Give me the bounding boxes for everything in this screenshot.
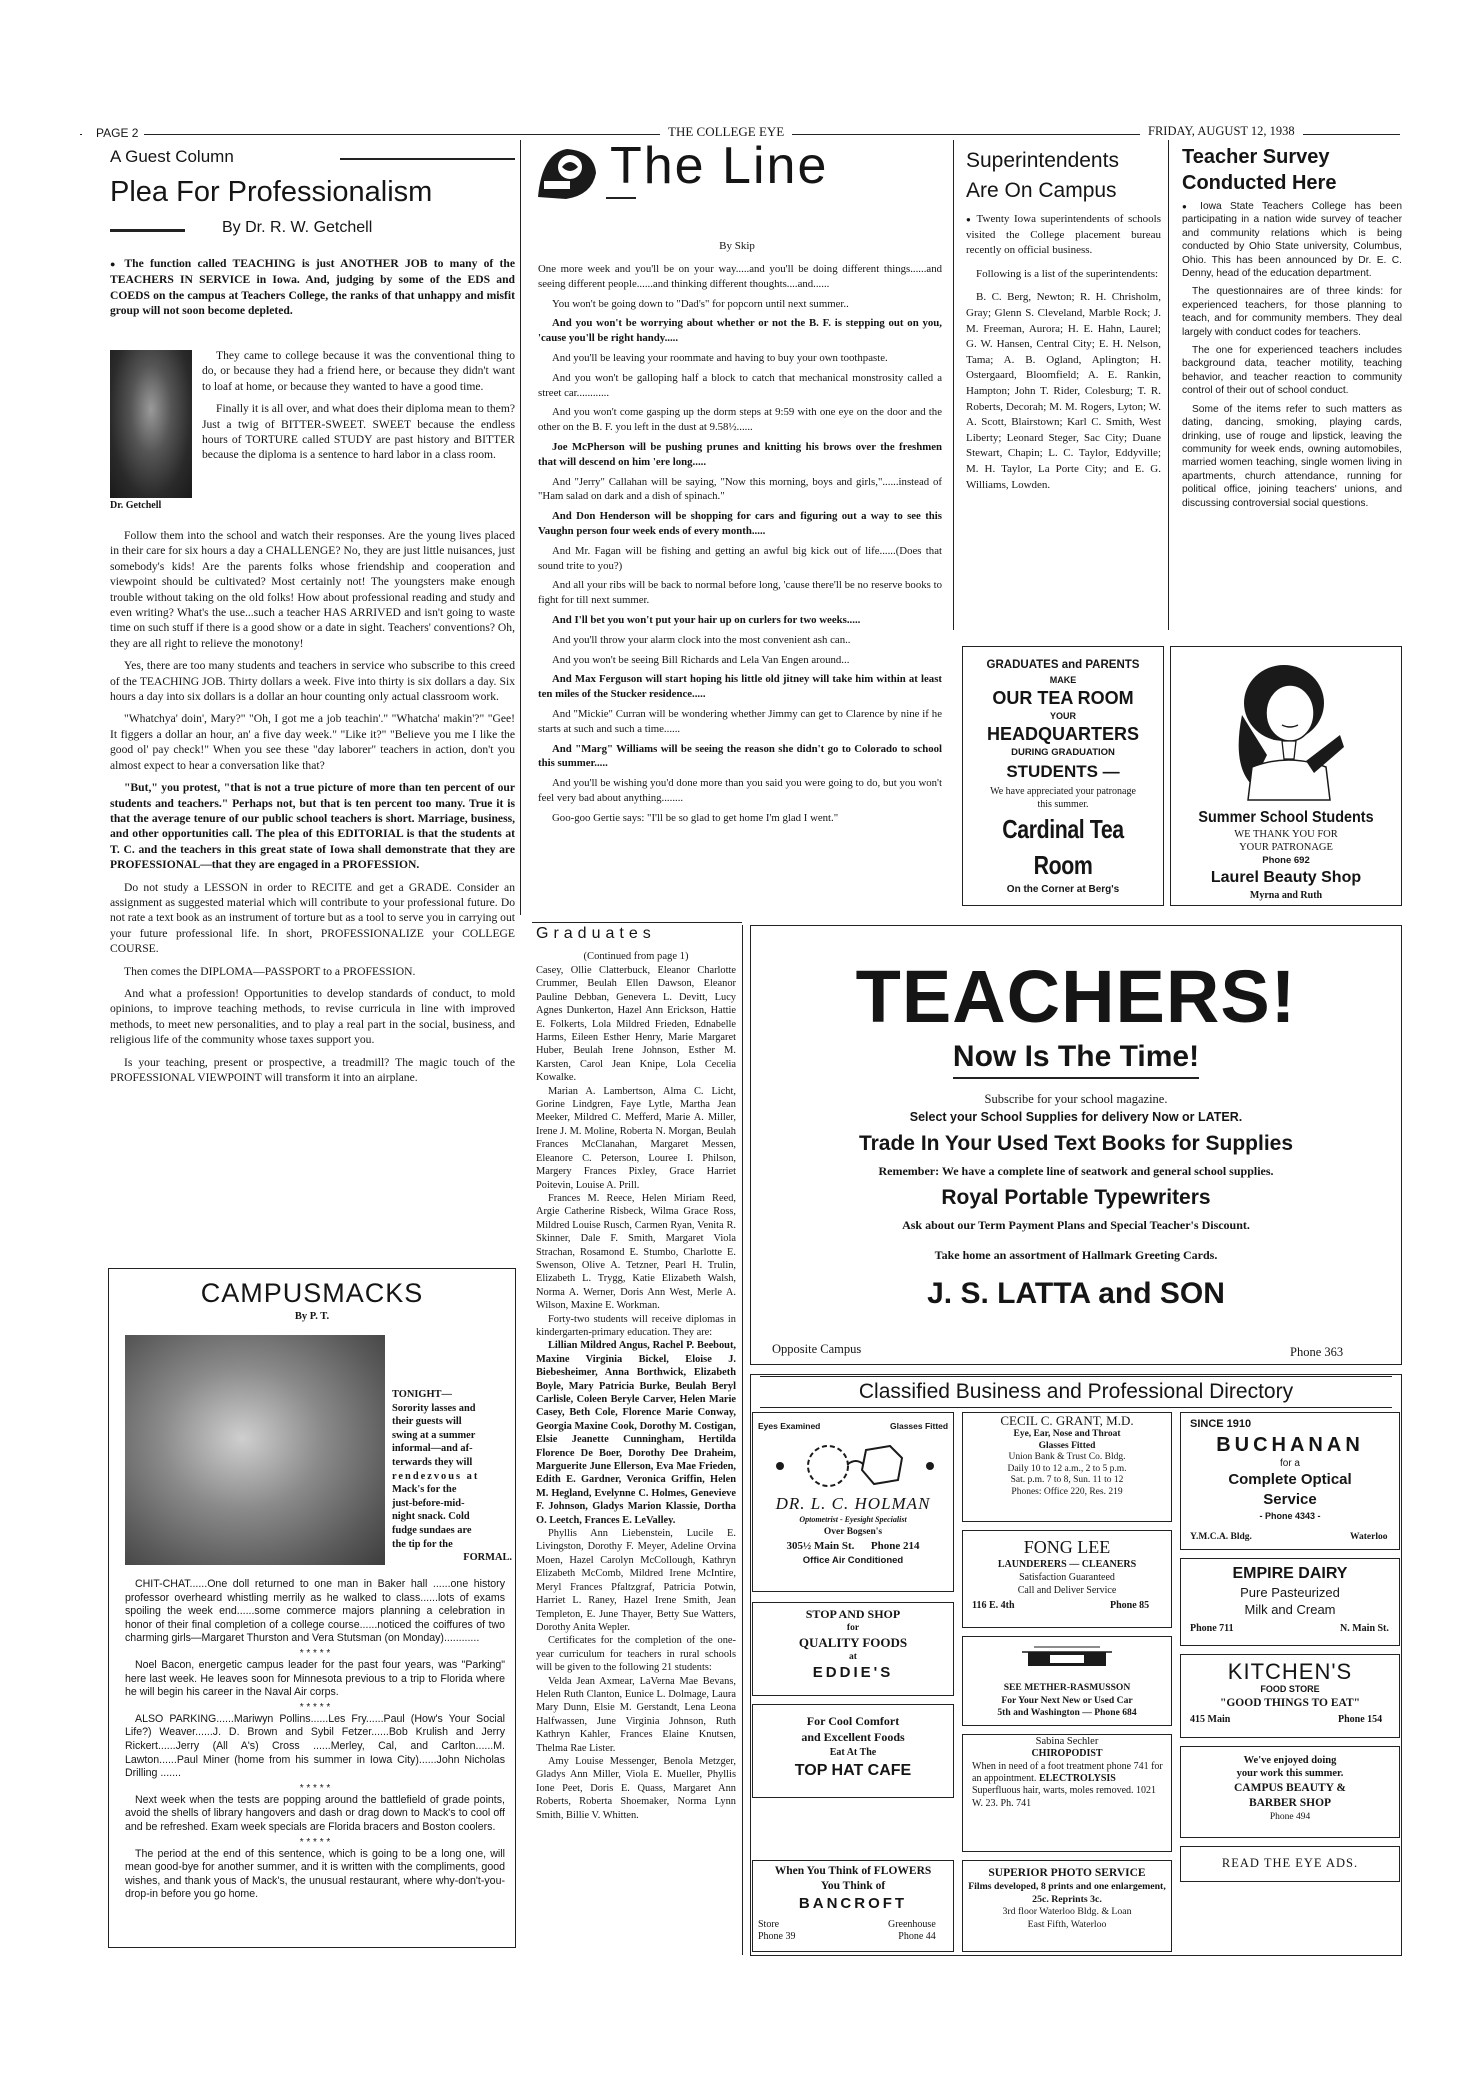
ad-line: Satisfaction Guaranteed bbox=[1019, 1572, 1115, 1583]
ad-line: 305½ Main St. bbox=[786, 1540, 855, 1552]
campusmacks-title: CAMPUSMACKS bbox=[200, 1278, 424, 1308]
graduates-paragraph: Forty-two students will receive diplomas in kindergarten-primary education. They are: bbox=[536, 1313, 736, 1338]
paragraph: Next week when the tests are popping around the battlefield of grade points, avoid the shells of library hangovers and dash or drag down to Mack's to cool off and be refreshed. Exam week specials are Florida bracers and Boston coolers. bbox=[125, 1793, 505, 1833]
ad-line: LAUNDERERS — CLEANERS bbox=[997, 1559, 1137, 1570]
campusmacks-byline: By P. T. bbox=[294, 1311, 330, 1322]
graduates-paragraph: Casey, Ollie Clatterbuck, Eleanor Charlotte Crummer, Beulah Ellen Dawson, Eleanor Pauline Debban, Genevera L. Devitt, Lucy Agnes Dunkerton, Hazel Ann Erickson, Hattie E. Folkerts, Lola Mildred Frieden, Ednabelle Harms, Eileen Esther Henry, Marie Margaret Huber, Beulah Irene Johnson, Esther M. Karsten, Carol Jean Knipe, Lola Cecelia Kowalke. bbox=[536, 965, 736, 1084]
paragraph: Finally it is all over, and what does their diploma mean to them? Just a twig of BITTER-SWEET. SWEET because the endless hours of TORTURE called STUDY are past history and BITTER because the diploma is a sentence to hard labor in a class room. bbox=[202, 402, 515, 462]
ad-line: Ask about our Term Payment Plans and Special Teacher's Discount. bbox=[902, 1218, 1250, 1232]
ad-line: CAMPUS BEAUTY & bbox=[1233, 1782, 1347, 1794]
ad-line: Over Bogsen's bbox=[823, 1527, 883, 1537]
car-dealer-logo-icon bbox=[1020, 1644, 1114, 1670]
tophat-text bbox=[752, 1713, 954, 1782]
kitchens-text bbox=[1180, 1660, 1400, 1712]
ad-line: For Your Next New or Used Car bbox=[1001, 1694, 1133, 1706]
star-separator: * * * * * bbox=[299, 1701, 331, 1713]
ad-line: Greenhouse bbox=[888, 1919, 936, 1930]
the-line-logo-icon bbox=[532, 143, 602, 203]
tonight-line: TONIGHT— bbox=[392, 1389, 452, 1400]
the-line-title: The Line bbox=[610, 137, 829, 195]
ad-line: We've enjoyed doing bbox=[1243, 1755, 1337, 1766]
ad-line: YOUR bbox=[1049, 711, 1076, 721]
line-paragraph: And you'll be wishing you'd done more than you said you were going to do, but you won't feel very bad about anything........ bbox=[538, 777, 942, 804]
ad-line: Phone 692 bbox=[1262, 855, 1310, 866]
ad-line: Waterloo bbox=[1350, 1532, 1388, 1542]
graduates-paragraph: Marian A. Lambertson, Alma C. Licht, Gorine Lindgren, Faye Lytle, Martha Jean Meeker, Mildred C. Mefferd, Marie A. Miller, Irene J. M. Moline, Roberta N. Morgan, Beulah Frances McClanahan, Margaret Messen, Eleanore C. Peterson, Louree I. Philson, Margery Frances Pixley, Grace Harriet Poitevin, Louise A. Prill. bbox=[536, 1085, 736, 1191]
line-paragraph: And you won't be seeing Bill Richards and Lela Van Engen around... bbox=[552, 653, 850, 666]
bancroft-store bbox=[758, 1919, 796, 1943]
superintendents-headline bbox=[966, 146, 1161, 206]
ad-line: Sat. p.m. 7 to 8, Sun. 11 to 12 bbox=[1010, 1475, 1124, 1485]
ad-line: Sabina Sechler bbox=[1035, 1736, 1099, 1747]
ad-line: Summer School Students bbox=[1198, 809, 1374, 826]
graduates-paragraph: Certificates for the completion of the one-year curriculum for teachers in rural schools will be given to the following 21 students: bbox=[536, 1635, 736, 1674]
ad-line: and Excellent Foods bbox=[801, 1730, 905, 1744]
ad-subhead: Now Is The Time! bbox=[952, 1040, 1200, 1073]
ad-line: When in need of a foot treatment phone 741 for an appointment. bbox=[972, 1761, 1163, 1785]
sechler-text bbox=[962, 1736, 1172, 1760]
graduates-paragraph: Frances M. Reece, Helen Miriam Reed, Argie Catherine Risbeck, Wilma Grace Ross, Mildred Louise Rusch, Carmen Ryan, Venita R. Skinner, Dale F. Smith, Margaret Viola Strachan, Rosamond E. Stumbo, Charlotte E. Swenson, Olive A. Tetzner, Pearl H. Trulin, Elizabeth L. Trygg, Katie Elizabeth Walsh, Norma A. Werner, Doris Ann West, Merle A. Wilson, Maxine E. Workman. bbox=[536, 1192, 736, 1312]
paragraph: The one for experienced teachers includes background data, teacher motility, teaching behavior, and teacher reaction to community control of their out of school conduct. bbox=[1182, 345, 1402, 397]
buchanan-text bbox=[1180, 1432, 1400, 1522]
tonight-line: Mack's for the bbox=[392, 1484, 457, 1496]
paragraph: ● Iowa State Teachers College has been participating in a nation wide survey of teacher and community relations which is being conducted by Ohio State university, Columbus, Ohio. This has been announced by Dr. E. C. Denny, head of the education department. bbox=[1182, 201, 1402, 280]
ad-line: 415 Main bbox=[1190, 1714, 1231, 1725]
ad-line: TOP HAT CAFE bbox=[794, 1762, 912, 1779]
line-paragraph: And you won't be worrying about whether or not the B. F. is stepping out on you, 'cause you'll be right handy..... bbox=[538, 317, 942, 345]
paragraph: ● Twenty Iowa superintendents of schools visited the College placement bureau recently on official business. bbox=[966, 213, 1161, 257]
tonight-line: swing at a summer bbox=[392, 1429, 476, 1441]
title-rule bbox=[606, 197, 636, 199]
ad-line: 116 E. 4th bbox=[972, 1600, 1015, 1611]
ad-line: Call and Deliver Service bbox=[1017, 1585, 1117, 1596]
ad-line: your work this summer. bbox=[1236, 1768, 1344, 1779]
ad-line: East Fifth, Waterloo bbox=[1027, 1918, 1107, 1930]
line-paragraph: And you won't be galloping half a block to catch that mechanical monstrosity called a street car............ bbox=[538, 371, 942, 399]
laurel-ad-text bbox=[1170, 808, 1402, 902]
ad-line: "GOOD THINGS TO EAT" bbox=[1219, 1697, 1361, 1709]
ad-line: CHIROPODIST bbox=[1031, 1748, 1103, 1759]
ad-line: FONG LEE bbox=[1023, 1537, 1111, 1557]
paragraph: "But," you protest, "that is not a true picture of more than ten percent of our students and teachers." Perhaps not, but that is ten percent too many. True it is that the average tenure of our public school teachers is short. Marriage, business, and other opportunities call. The plea of this EDITORIAL is that the students at T. C. and the teachers in this great state of Iowa shall demonstrate that they are PROFESSIONAL—that they are engaged in a PROFESSION. bbox=[110, 781, 515, 872]
ad-line: Phone 44 bbox=[898, 1931, 936, 1942]
empire-text bbox=[1180, 1564, 1400, 1618]
paragraph: Then comes the DIPLOMA—PASSPORT to a PROFESSION. bbox=[124, 964, 416, 978]
ad-line: Complete Optical bbox=[1228, 1471, 1352, 1488]
ad-line: Y.M.C.A. Bldg. bbox=[1190, 1532, 1252, 1542]
guest-column-body-wrap bbox=[202, 348, 515, 470]
line-paragraph: And "Marg" Williams will be seeing the reason she didn't go to Colorado to school this summer..... bbox=[538, 742, 942, 770]
ad-line: Optometrist - Eyesight Specialist bbox=[799, 1515, 907, 1524]
ad-line: Phone 85 bbox=[1110, 1600, 1150, 1611]
paper-name: THE COLLEGE EYE bbox=[660, 124, 792, 140]
column-rule bbox=[953, 140, 954, 630]
line-paragraph: Joe McPherson will be pushing prunes and knitting his brows over the freshmen that will descend on him 'ere long..... bbox=[538, 440, 942, 468]
ad-line: You Think of bbox=[820, 1880, 886, 1892]
author-photo bbox=[110, 350, 192, 498]
paragraph: CHIT-CHAT......One doll returned to one man in Baker hall ......one history professor overheard whistling merrily as he walked to class......lots of exams spoiling the week end......some commerce majors planning a celebration in honor of their final completion of a college course......noticed the coiffures of two charming girls—Margaret Thurston and Vera Stutsman (on Monday)............ bbox=[125, 1578, 505, 1645]
teacher-survey-headline bbox=[1182, 144, 1402, 196]
campusmacks-photo bbox=[125, 1335, 385, 1565]
continued-note: (Continued from page 1) bbox=[583, 951, 689, 962]
line-paragraph: You won't be going down to "Dad's" for popcorn until next summer.. bbox=[552, 297, 849, 310]
graduates-top-rule bbox=[532, 922, 742, 923]
ad-line: Phone 494 bbox=[1269, 1812, 1311, 1822]
paragraph: Is your teaching, present or prospective, a treadmill? The magic touch of the PROFESSIONAL VIEWPOINT will transform it into an airplane. bbox=[110, 1055, 515, 1084]
read-eye-ads: READ THE EYE ADS. bbox=[1221, 1856, 1359, 1870]
line-paragraph: And you'll throw your alarm clock into the most convenient ash can.. bbox=[552, 633, 851, 646]
bancroft-text bbox=[752, 1864, 954, 1914]
ad-line: SINCE 1910 bbox=[1190, 1418, 1252, 1430]
ad-line: WE THANK YOU FOR bbox=[1234, 829, 1338, 840]
ad-line: EDDIE'S bbox=[812, 1664, 894, 1681]
line-paragraph: One more week and you'll be on your way.....and you'll be doing different things......and seeing different people......and thinking different thoughts....and...... bbox=[538, 263, 942, 290]
the-line-byline: By Skip bbox=[719, 240, 755, 252]
ad-line: Ph. 741 bbox=[1000, 1797, 1032, 1809]
mether-text bbox=[962, 1682, 1172, 1720]
column-rule bbox=[1168, 140, 1169, 630]
star-separator: * * * * * bbox=[299, 1782, 331, 1794]
ad-line: Glasses Fitted bbox=[1038, 1440, 1096, 1451]
holman-text bbox=[752, 1494, 954, 1568]
ad-line: Phone 39 bbox=[758, 1931, 796, 1942]
ad-line: BANCROFT bbox=[798, 1895, 908, 1912]
ad-line: Eyes Examined bbox=[758, 1421, 821, 1431]
paragraph: Follow them into the school and watch their responses. Are the young lives placed in their care for six hours a day a CHALLENGE? No, they are just little nuisances, just somebody's kids! Are the parents folks whose friendship and cooperation and viewpoint should be cultivated? Most certainly not! The youngsters make enough trouble without taking on the old folks! How about professional reading and study and even writing? What's the use...such a teacher HAS ARRIVED and isn't going to waste time on such stuff if there is a good show or a date in sight. Teachers' conventions? Oh, they are all right to relieve the monotony! bbox=[110, 529, 515, 650]
grant-text bbox=[962, 1413, 1172, 1498]
ad-line: Phone 214 bbox=[870, 1540, 920, 1552]
tonight-line: just-before-mid- bbox=[392, 1497, 465, 1509]
ad-line: Eye, Ear, Nose and Throat bbox=[1013, 1429, 1121, 1439]
guest-column-byline: By Dr. R. W. Getchell bbox=[222, 219, 373, 236]
ad-line: Office Air Conditioned bbox=[802, 1555, 904, 1566]
superior-text bbox=[962, 1866, 1172, 1931]
ad-line: for a bbox=[1279, 1458, 1300, 1469]
paragraph: Following is a list of the superintendents: bbox=[976, 267, 1159, 280]
sechler-body bbox=[972, 1761, 1164, 1810]
tonight-line: terwards they will bbox=[392, 1456, 473, 1468]
column-rule bbox=[742, 925, 743, 1955]
headline-line: Conducted Here bbox=[1182, 172, 1337, 194]
ad-line: Trade In Your Used Text Books for Supplies bbox=[858, 1132, 1294, 1155]
tonight-line: informal—and af- bbox=[392, 1443, 473, 1455]
tonight-line: fudge sundaes are bbox=[392, 1524, 472, 1536]
ad-line: We have appreciated your patronage this summer. bbox=[990, 786, 1136, 810]
latta-location: Opposite Campus bbox=[772, 1342, 862, 1356]
ad-line: Phone 711 bbox=[1190, 1623, 1234, 1634]
headline-line: Superintendents bbox=[966, 149, 1119, 172]
ad-line: Store bbox=[758, 1919, 780, 1930]
line-paragraph: And you'll be leaving your roommate and having to buy your own toothpaste. bbox=[552, 351, 888, 364]
ad-line: at bbox=[849, 1652, 857, 1662]
paragraph: ● The function called TEACHING is just ANOTHER JOB to many of the TEACHERS IN SERVICE in Iowa. And, judging by some of the EDS and COEDS on the campus at Teachers College, the ranks of that unhappy and misfit group will not soon become depleted. bbox=[110, 257, 515, 318]
graduates-paragraph: Amy Louise Messenger, Benola Metzger, Gladys Ann Miller, Viola E. Mueller, Phyllis Ione Peet, Doris E. Quass, Margaret Ann Roberts, Roberta Shoemaker, Norma Lynn Smith, Billie V. Whitten. bbox=[536, 1755, 736, 1821]
cardinal-ad-text bbox=[962, 656, 1164, 896]
latta-phone: Phone 363 bbox=[1290, 1345, 1344, 1359]
ad-line: Pure Pasteurized bbox=[1240, 1585, 1340, 1600]
line-paragraph: And "Mickie" Curran will be wondering whether Jimmy can get to Clarence by nine if he starts at such and such a time...... bbox=[538, 707, 942, 735]
ad-line: for bbox=[846, 1623, 860, 1633]
graduates-paragraph: Lillian Mildred Angus, Rachel P. Beebout, Maxine Virginia Bickel, Eloise J. Biebesheimer, Anna Borthwick, Elizabeth Boyle, Mary Patricia Burke, Beulah Beryl Carlisle, Coleen Beryle Carver, Helen Marie Casey, Beth Cole, Florence Marie Conway, Georgia Maxine Cook, Dorothy M. Costigan, Elsie Jeanette Cunningham, Hertilda Florence De Boer, Dorothy Dee Draheim, Marguerite June Ellerson, Eva Mae Frieden, Edith E. Gardner, Veronica Griffin, Helen M. Hegland, Evelynne C. Holmes, Genevieve F. Johnson, Gladys Marion Klassie, Dortha O. Leetch, Frances E. LeValley. bbox=[536, 1340, 736, 1526]
ad-line: 1021 W. 23. bbox=[972, 1785, 1157, 1809]
ad-line: Union Bank & Trust Co. Bldg. bbox=[1008, 1452, 1126, 1462]
headline-line: Are On Campus bbox=[966, 179, 1117, 202]
ad-line: - Phone 4343 - bbox=[1259, 1511, 1321, 1521]
line-paragraph: Goo-goo Gertie says: "I'll be so glad to get home I'm glad I went." bbox=[552, 811, 839, 824]
paragraph: The questionnaires are of three kinds: for experienced teachers, for those planning to teach, and for community members. They deal largely with conduct codes for teachers. bbox=[1182, 286, 1402, 338]
ad-line: QUALITY FOODS bbox=[798, 1635, 908, 1650]
tonight-blurb bbox=[392, 1388, 512, 1565]
ad-line: Glasses Fitted bbox=[890, 1421, 949, 1431]
latta-ad-text bbox=[750, 955, 1402, 1317]
ad-line: N. Main St. bbox=[1340, 1623, 1389, 1634]
campus-beauty-text bbox=[1180, 1754, 1400, 1824]
the-line-body bbox=[538, 262, 942, 831]
paragraph: Noel Bacon, energetic campus leader for the past four years, was "Parking" here last week. He leaves soon for Minnesota previous to a trip to Florida where he will begin his career in the Naval Air corps. bbox=[125, 1658, 505, 1699]
ad-line: Eat At The bbox=[829, 1747, 877, 1758]
graduates-body bbox=[536, 950, 736, 1822]
ad-line: Select your School Supplies for delivery Now or LATER. bbox=[909, 1110, 1243, 1124]
guest-column-body-top bbox=[110, 256, 515, 326]
line-paragraph: And Don Henderson will be shopping for cars and figuring out a way to see this Vaughn person four week ends of every month..... bbox=[538, 510, 942, 537]
ad-line: MAKE bbox=[1049, 675, 1077, 685]
ad-line: SEE METHER-RASMUSSON bbox=[1003, 1682, 1131, 1693]
bancroft-greenhouse bbox=[888, 1919, 936, 1943]
byline-rule bbox=[110, 229, 185, 232]
ad-line: CECIL C. GRANT, M.D. bbox=[1000, 1413, 1134, 1428]
paragraph: Some of the items refer to such matters as dating, dancing, smoking, playing cards, drinking, use of rouge and lipstick, leaving the community for week ends, owning automobiles, married women teaching, single women living in apartments, church attendance, running for political office, joining teachers' unions, and discussing controversial social questions. bbox=[1182, 403, 1402, 509]
line-paragraph: And all your ribs will be back to normal before long, 'cause there'll be no reserve books to fight for till next summer. bbox=[538, 579, 942, 607]
ad-line: Superfluous hair, warts, moles removed. bbox=[972, 1785, 1134, 1797]
ad-line: Daily 10 to 12 a.m., 2 to 5 p.m. bbox=[1007, 1463, 1127, 1474]
tonight-line: FORMAL. bbox=[463, 1552, 512, 1564]
ad-line: On the Corner at Berg's bbox=[1006, 884, 1120, 895]
ad-headline: TEACHERS! bbox=[855, 955, 1297, 1038]
tonight-line: night snack. Cold bbox=[392, 1511, 470, 1523]
ad-line: 5th and Washington — Phone 684 bbox=[997, 1707, 1137, 1718]
paragraph: Do not study a LESSON in order to RECITE and get a GRADE. Consider an assignment as suggested material which will contribute to your professional future. Do not rate a text book as an instrument of torture but as a tool to serve you in carrying out your future professional life. In short, PROFESSIONALIZE your COLLEGE COURSE. bbox=[110, 880, 515, 956]
line-paragraph: And Mr. Fagan will be fishing and getting an awful big kick out of life......(Does that sound trite to you?) bbox=[538, 544, 942, 572]
paragraph: B. C. Berg, Newton; R. H. Chrisholm, Gray; Glenn S. Cleveland, Marble Rock; J. M. Freeman, Aurora; H. E. Hahn, Laurel; G. W. Hansen, Central City; E. H. Nelson, Tama; A. B. Ogland, Aplington; H. Ostergaard, Bloomfield; A. E. Rankin, Hampton; John T. Rider, Colesburg; T. R. Roberts, Decorah; M. M. Rogers, Lyton; W. A. Scott, Blairstown; Karl C. Smith, West Liberty; Leonard Steger, Sac City; Duane Stewart, Chapin; L. C. Taylor, Eddyville; M. H. Taylor, La Porte City; and E. G. Williams, Lowden. bbox=[966, 291, 1161, 491]
star-separator: * * * * * bbox=[299, 1836, 331, 1848]
line-paragraph: And "Jerry" Callahan will be saying, "Now this morning, boys and girls,"......instead of "Ham salad on dark and a dish of spinach." bbox=[538, 475, 942, 503]
woman-illustration-icon bbox=[1222, 655, 1352, 805]
ad-line: Royal Portable Typewriters bbox=[941, 1186, 1211, 1209]
ad-line: GRADUATES and PARENTS bbox=[986, 659, 1140, 671]
headline-line: Teacher Survey bbox=[1182, 146, 1330, 168]
photo-caption: Dr. Getchell bbox=[110, 500, 162, 511]
ad-line: Take home an assortment of Hallmark Greeting Cards. bbox=[934, 1248, 1218, 1262]
ad-line: HEADQUARTERS bbox=[986, 724, 1139, 744]
paragraph: ALSO PARKING......Mariwyn Pollins......Les Fry......Paul (How's Your Social Life?) Weaver......J. D. Brown and Sybil Fetzer......Bob Krulish and Jerry Rickert......Jerry (All A's) Cross ......Merley, Cal, and Carlton......M. Lawton......Paul Miner (home from his summer in Iowa City)......John Nicholas Drilling ....... bbox=[125, 1712, 505, 1780]
ad-line: YOUR PATRONAGE bbox=[1239, 842, 1333, 853]
ad-line: SUPERIOR PHOTO SERVICE bbox=[988, 1867, 1146, 1879]
ad-line: For Cool Comfort bbox=[806, 1714, 900, 1728]
tonight-line: the tip for the bbox=[392, 1538, 453, 1550]
eyeglasses-icon bbox=[770, 1440, 940, 1492]
ad-line: When You Think of FLOWERS bbox=[774, 1865, 932, 1877]
guest-column-headline: Plea For Professionalism bbox=[110, 176, 433, 208]
ad-line: Milk and Cream bbox=[1244, 1602, 1336, 1617]
ad-line: Service bbox=[1263, 1491, 1317, 1508]
graduates-paragraph: Phyllis Ann Liebenstein, Lucile E. Livingston, Dorothy F. Meyer, Adeline Orvina Moen, Hazel Carolyn McCollough, Kathryn Elizabeth McComb, Mildred Irene McIntire, Meryl Frances Pfaltzgraf, Patricia Potwin, Harriet L. Raney, Hazel Irene Smith, Jean Templeton, E. June Thayer, Betty Sue Watters, Dorothy Anita Wepler. bbox=[536, 1528, 736, 1633]
teacher-survey-body bbox=[1182, 200, 1402, 512]
ad-line: Subscribe for your school magazine. bbox=[984, 1092, 1168, 1106]
superintendents-body bbox=[966, 212, 1161, 495]
ad-line: Laurel Beauty Shop bbox=[1210, 869, 1362, 886]
ad-line: Phones: Office 220, Res. 219 bbox=[1011, 1486, 1123, 1497]
ad-line: ELECTROLYSIS bbox=[1038, 1773, 1116, 1785]
ad-line: 3rd floor Waterloo Bldg. & Loan bbox=[1002, 1906, 1132, 1917]
ad-line: OUR TEA ROOM bbox=[992, 688, 1134, 708]
ad-line: Myrna and Ruth bbox=[1249, 890, 1323, 901]
fong-lee-text bbox=[962, 1536, 1172, 1597]
column-rule bbox=[520, 140, 521, 915]
paragraph: The period at the end of this sentence, which is going to be a long one, will mean good-bye for another summer, and it is written with the compliments, good wishes, and thank yous of Mack's, the unusual restaurant, where why-don't-you-drop-in before you go home. bbox=[125, 1847, 505, 1901]
paragraph: "Whatchya' doin', Mary?" "Oh, I got me a job teachin'." "Whatcha' makin'?" "Gee! It figgers a dollar an hour, an' a five day week." "Like it?" "Believe you me I like the good ol' pay check!" When you see these "day laborer" teachers in action, don't you almost expect to hear a conversation like that? bbox=[110, 712, 515, 772]
campusmacks-items bbox=[125, 1578, 505, 1904]
line-paragraph: And you won't come gasping up the dorm steps at 9:59 with one eye on the door and the other on the B. F. you left in the dust at 9.58½...... bbox=[538, 406, 942, 434]
ad-line: FOOD STORE bbox=[1260, 1684, 1320, 1694]
line-paragraph: And I'll bet you won't put your hair up on curlers for two weeks..... bbox=[552, 613, 861, 626]
ad-line: KITCHEN'S bbox=[1227, 1659, 1353, 1684]
tonight-line: their guests will bbox=[392, 1416, 462, 1428]
paragraph: And what a profession! Opportunities to develop standards of conduct, to mold opinions, to improve teaching methods, to revise curricula in line with improved methods, to meet new personalities, and to play a real part in the social, business, and religious life of the community whose taxes support you. bbox=[110, 986, 515, 1047]
tonight-line: rendezvous at bbox=[392, 1470, 480, 1482]
ad-line: Phone 154 bbox=[1338, 1714, 1383, 1725]
line-paragraph: And Max Ferguson will start hoping his little old jitney will take him within at least ten miles of the Stucker residence..... bbox=[538, 673, 942, 701]
ad-line: DR. L. C. HOLMAN bbox=[775, 1494, 931, 1513]
paragraph: They came to college because it was the conventional thing to do, or because they had a friend here, or because they didn't want to loaf at home, or because they wanted to have a good time. bbox=[202, 349, 515, 393]
ad-line: Films developed, 8 prints and one enlargement, 25c. Reprints 3c. bbox=[968, 1881, 1166, 1905]
ad-line: STOP AND SHOP bbox=[805, 1607, 901, 1621]
ad-line: DURING GRADUATION bbox=[1011, 747, 1115, 758]
paragraph: Yes, there are too many students and teachers in service who subscribe to this creed of the TEACHING JOB. Thirty dollars a week. Five into thirty is six dollars a day. Six hours a day into six dollars is a dollar an hour counting only actual classroom work. bbox=[110, 659, 515, 704]
ad-line: BARBER SHOP bbox=[1248, 1797, 1332, 1809]
ad-line: J. S. LATTA and SON bbox=[927, 1277, 1225, 1310]
ad-line: EMPIRE DAIRY bbox=[1232, 1565, 1348, 1582]
eddies-text bbox=[752, 1607, 954, 1683]
issue-date: FRIDAY, AUGUST 12, 1938 bbox=[1140, 124, 1303, 139]
ad-line: Remember: We have a complete line of seatwork and general school supplies. bbox=[878, 1164, 1274, 1178]
star-separator: * * * * * bbox=[299, 1647, 331, 1659]
graduates-paragraph: Velda Jean Axmear, LaVerna Mae Bevans, Helen Ruth Clanton, Eunice L. Dolmage, Laura Mary Dunn, Elsie M. Gerstandt, Lena Leona Halfwassen, June Virginia Johnson, Ruth Kathryn Kahler, Frances Elaine Knutsen, Thelma Rae Lister. bbox=[536, 1675, 736, 1754]
guest-column-kicker: A Guest Column bbox=[110, 147, 234, 166]
page-number: PAGE 2 bbox=[82, 126, 144, 140]
directory-title: Classified Business and Professional Directory bbox=[760, 1376, 1392, 1408]
tonight-line: Sorority lasses and bbox=[392, 1402, 476, 1414]
ad-line: BUCHANAN bbox=[1216, 1434, 1364, 1456]
kicker-rule bbox=[340, 158, 515, 160]
graduates-title: Graduates bbox=[536, 925, 656, 942]
guest-column-body bbox=[110, 528, 515, 1092]
ad-line: STUDENTS — bbox=[1006, 762, 1120, 781]
ad-line: Cardinal Tea Room bbox=[1002, 814, 1124, 880]
